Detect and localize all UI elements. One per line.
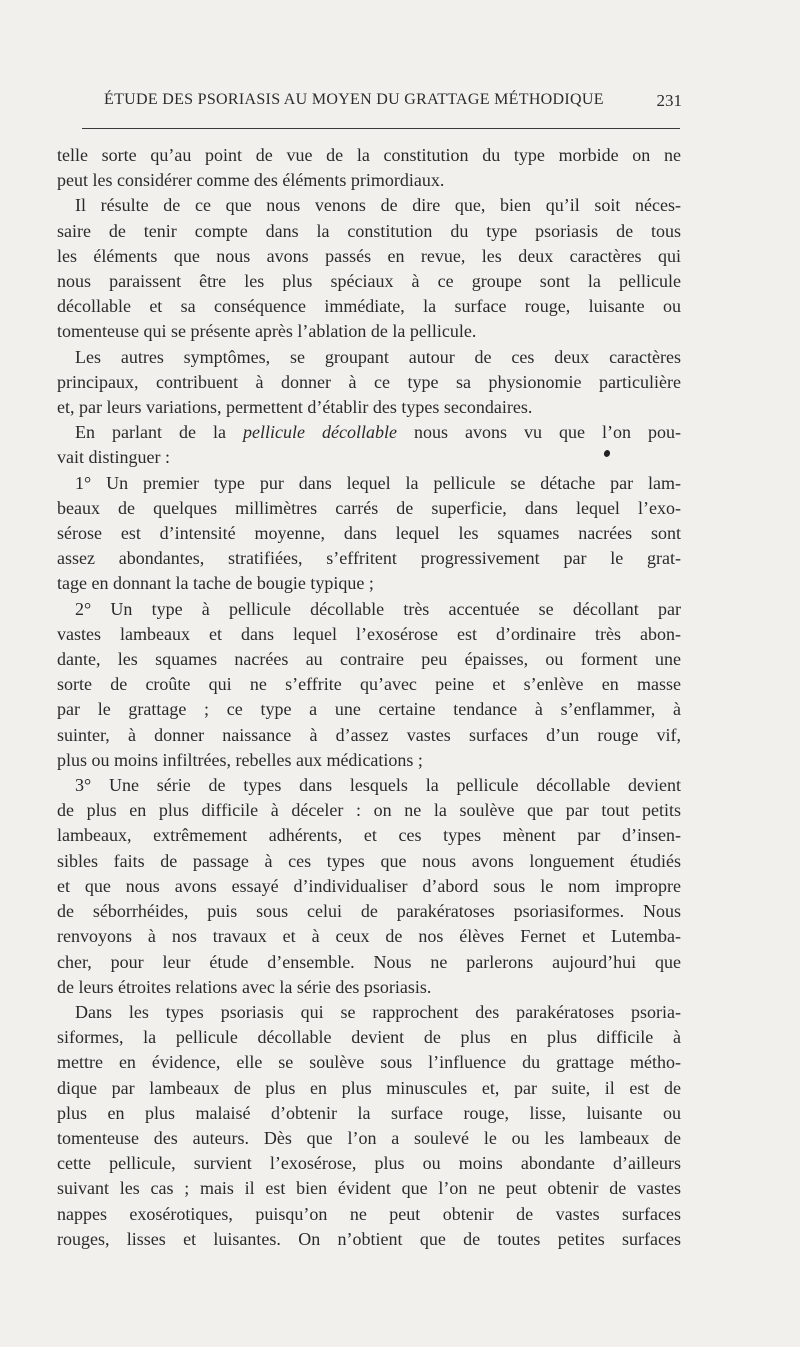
- text-line: [57, 420, 681, 445]
- paragraph-6: [57, 597, 681, 773]
- text-line: et que nous avons essayé d’individualiser d’abord sous le nom impropre: [57, 875, 681, 896]
- text-line: cher, pour leur étude d’ensemble. Nous ne parlerons aujourd’hui que: [57, 951, 681, 972]
- paragraph-4: [57, 420, 681, 470]
- text-line: Il résulte de ce que nous venons de dire que, bien qu’il soit néces-: [75, 195, 681, 216]
- paragraph-7: [57, 773, 681, 1000]
- text-line: et, par leurs variations, permettent d’établir des types secondaires.: [57, 397, 533, 418]
- text-line: nappes exosérotiques, puisqu’on ne peut obtenir de vastes surfaces: [57, 1203, 681, 1224]
- text-line: sibles faits de passage à ces types que nous avons longuement étudiés: [57, 850, 681, 871]
- text-line: de plus en plus difficile à déceler : on ne la soulève que par tout petits: [57, 800, 681, 821]
- running-header: [82, 91, 682, 115]
- header-rule: [82, 128, 680, 129]
- text-fragment: nous avons vu que l’on pou-: [413, 422, 681, 443]
- text-line: dante, les squames nacrées au contraire peu épaisses, ou forment une: [57, 649, 681, 670]
- text-line: beaux de quelques millimètres carrés de superficie, dans lequel l’exo-: [57, 497, 681, 518]
- text-line: tomenteuse qui se présente après l’ablation de la pellicule.: [57, 321, 477, 342]
- text-line: principaux, contribuent à donner à ce type sa physionomie particulière: [57, 371, 681, 392]
- text-line: cette pellicule, survient l’exosérose, plus ou moins abondante d’ailleurs: [57, 1153, 681, 1174]
- text-line: tomenteuse des auteurs. Dès que l’on a soulevé le ou les lambeaux de: [57, 1127, 681, 1148]
- paragraph-3: [57, 345, 681, 421]
- text-line: Dans les types psoriasis qui se rapprochent des parakératoses psoria-: [75, 1001, 681, 1022]
- text-line: nous paraissent être les plus spéciaux à ce groupe sont la pellicule: [57, 271, 681, 292]
- paragraph-2: [57, 193, 681, 344]
- text-line: rouges, lisses et luisantes. On n’obtient que de toutes petites surfaces: [57, 1228, 681, 1249]
- text-line: suinter, à donner naissance à d’assez vastes surfaces d’un rouge vif,: [57, 724, 681, 745]
- text-line: sérose est d’intensité moyenne, dans lequel les squames nacrées sont: [57, 523, 681, 544]
- text-line: plus ou moins infiltrées, rebelles aux médications ;: [57, 749, 423, 770]
- text-line: mettre en évidence, elle se soulève sous l’influence du grattage métho-: [57, 1052, 681, 1073]
- body-text: [57, 143, 681, 1252]
- text-line: par le grattage ; ce type a une certaine tendance à s’enflammer, à: [57, 699, 681, 720]
- text-line: 3° Une série de types dans lesquels la pellicule décollable devient: [75, 775, 681, 796]
- text-line: lambeaux, extrêmement adhérents, et ces types mènent par d’insen-: [57, 825, 681, 846]
- text-line: de leurs étroites relations avec la série des psoriasis.: [57, 976, 432, 997]
- text-line: décollable et sa conséquence immédiate, la surface rouge, luisante ou: [57, 296, 681, 317]
- text-line: suivant les cas ; mais il est bien évident que l’on ne peut obtenir de vastes: [57, 1178, 681, 1199]
- italic-term: pellicule décollable: [243, 422, 397, 443]
- text-line: Les autres symptômes, se groupant autour de ces deux caractères: [75, 346, 681, 367]
- running-title: ÉTUDE DES PSORIASIS AU MOYEN DU GRATTAGE MÉTHODIQUE: [104, 91, 604, 108]
- text-line: dique par lambeaux de plus en plus minuscules et, par suite, il est de: [57, 1077, 681, 1098]
- text-line: les éléments que nous avons passés en revue, les deux caractères qui: [57, 245, 681, 266]
- text-line: 1° Un premier type pur dans lequel la pellicule se détache par lam-: [75, 472, 681, 493]
- page-number: 231: [656, 91, 682, 110]
- text-line: telle sorte qu’au point de vue de la constitution du type morbide on ne: [57, 145, 681, 165]
- text-line: plus en plus malaisé d’obtenir la surface rouge, lisse, luisante ou: [57, 1102, 681, 1123]
- text-line: renvoyons à nos travaux et à ceux de nos élèves Fernet et Lutemba-: [57, 926, 681, 947]
- paragraph-5: [57, 471, 681, 597]
- text-line: vastes lambeaux et dans lequel l’exosérose est d’ordinaire très abon-: [57, 623, 681, 644]
- paragraph-1: [57, 143, 681, 193]
- text-line: de séborrhéides, puis sous celui de parakératoses psoriasiformes. Nous: [57, 901, 681, 922]
- text-line: sorte de croûte qui ne s’effrite qu’avec peine et s’enlève en masse: [57, 674, 681, 695]
- text-line: tage en donnant la tache de bougie typique ;: [57, 573, 374, 594]
- text-line: 2° Un type à pellicule décollable très accentuée se décollant par: [75, 598, 681, 619]
- text-line: peut les considérer comme des éléments primordiaux.: [57, 170, 445, 191]
- text-line: assez abondantes, stratifiées, s’effritent progressivement par le grat-: [57, 548, 681, 569]
- text-line: vait distinguer :: [57, 447, 170, 468]
- text-fragment: En parlant de la: [75, 422, 226, 443]
- text-line: siformes, la pellicule décollable devient de plus en plus difficile à: [57, 1027, 681, 1048]
- text-line: saire de tenir compte dans la constitution du type psoriasis de tous: [57, 220, 681, 241]
- paragraph-8: [57, 1000, 681, 1252]
